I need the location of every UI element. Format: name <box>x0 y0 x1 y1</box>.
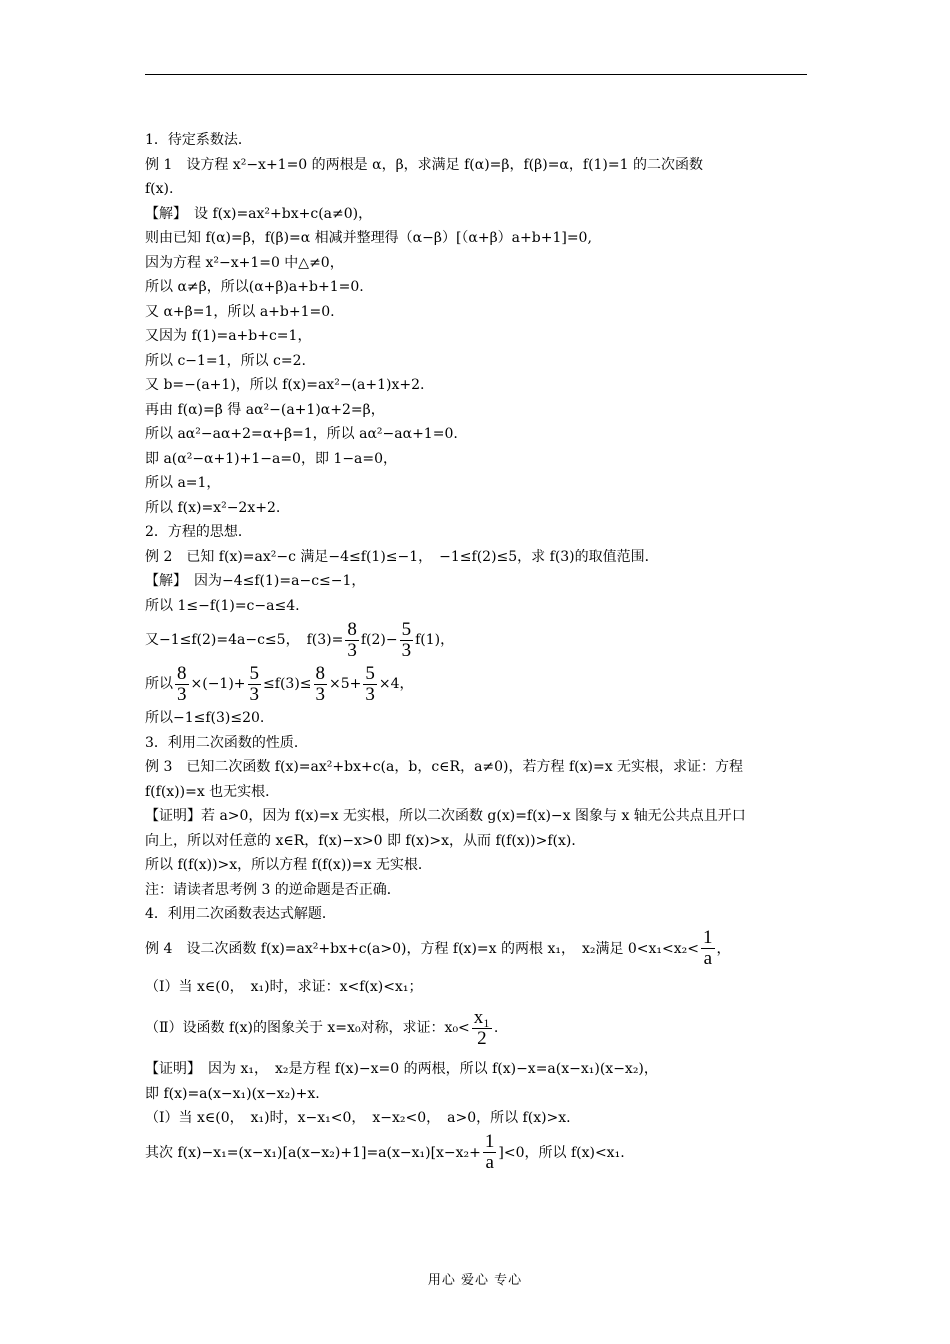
example-4-statement: 例 4 设二次函数 f(x)=ax²+bx+c(a>0)，方程 f(x)=x 的两根 x₁， x₂满足 0<x₁<x₂< $\frac{1}{a}$ ， <box>145 927 731 969</box>
text-line: 所以 c−1=1，所以 c=2. <box>145 352 306 369</box>
example-2-statement: 例 2 已知 f(x)=ax²−c 满足−4≤f(1)≤−1， −1≤f(2)≤5，求 f(3)的取值范围． <box>145 548 659 565</box>
text-line: 所以 f(f(x))>x，所以方程 f(f(x))=x 无实根． <box>145 857 432 873</box>
text-line: 即 a(α²−α+1)+1−a=0，即 1−a=0， <box>145 450 398 467</box>
fraction: $\frac{5}{3}$ <box>249 662 260 705</box>
section-heading-3: 3．利用二次函数的性质． <box>145 734 308 751</box>
example-3-statement-cont: f(f(x))=x 也无实根． <box>145 783 280 800</box>
text-line: 则由已知 f(α)=β，f(β)=α 相减并整理得（α−β）[（α+β）a+b+1]=0, <box>145 230 592 246</box>
document-body <box>145 128 810 1175</box>
fraction: $\frac{1}{a}$ <box>703 927 713 969</box>
example-1-statement: 例 1 设方程 x²−x+1=0 的两根是 α，β，求满足 f(α)=β，f(β)=α，f(1)=1 的二次函数 <box>145 156 703 173</box>
example-1-statement-cont: f(x). <box>145 181 174 197</box>
text-line: 向上，所以对任意的 x∈R，f(x)−x>0 即 f(x)>x，从而 f(f(x))>f(x)． <box>145 832 586 849</box>
text-line: 因为方程 x²−x+1=0 中△≠0， <box>145 254 344 271</box>
fraction: $\frac{8}{3}$ <box>177 662 187 705</box>
section-heading-2: 2．方程的思想． <box>145 524 252 540</box>
text-line: 所以 f(x)=x²−2x+2. <box>145 499 281 516</box>
formula-line-bounds: 所以 $\frac{8}{3}$ ×(−1)+ $\frac{5}{3}$ ≤f(3)≤ $\frac{8}{3}$ ×5+ $\frac{5}{3}$ ×4， <box>145 662 414 705</box>
fraction: $\frac{5}{3}$ <box>401 618 412 661</box>
header-rule <box>145 74 807 75</box>
example-3-statement: 例 3 已知二次函数 f(x)=ax²+bx+c(a，b，c∈R，a≠0)，若方程 f(x)=x 无实根，求证：方程 <box>145 759 744 775</box>
proof-line: 【证明】 因为 x₁， x₂是方程 f(x)−x=0 的两根，所以 f(x)−x=a(x−x₁)(x−x₂)， <box>145 1061 658 1077</box>
part-2-statement: （Ⅱ）设函数 f(x)的图象关于 x=x₀对称，求证：x₀< $\frac{\text{x₁}}{2}$ . <box>145 1006 499 1049</box>
text-line: 即 f(x)=a(x−x₁)(x−x₂)+x. <box>145 1085 320 1102</box>
page-footer: 用心 爱心 专心 <box>427 1273 523 1288</box>
proof-line: 【证明】若 a>0，因为 f(x)=x 无实根，所以二次函数 g(x)=f(x)−x 图象与 x 轴无公共点且开口 <box>145 808 746 824</box>
text-line: 又因为 f(1)=a+b+c=1， <box>145 328 312 344</box>
fraction: $\frac{\text{x₁}}{2}$ <box>473 1006 490 1049</box>
text-line: 再由 f(α)=β 得 aα²−(a+1)α+2=β， <box>145 401 385 418</box>
text-line: 所以 aα²−aα+2=α+β=1，所以 aα²−aα+1=0. <box>145 426 458 442</box>
solution-line: 【解】 设 f(x)=ax²+bx+c(a≠0)， <box>145 205 373 222</box>
formula-line-f3: 又−1≤f(2)=4a−c≤5， f(3)= $\frac{8}{3}$ f(2)− $\frac{5}{3}$ f(1)， <box>145 618 455 661</box>
text-line: （Ⅰ）当 x∈(0， x₁)时，x−x₁<0， x−x₂<0， a>0，所以 f(x)>x. <box>145 1110 571 1126</box>
section-heading-4: 4．利用二次函数表达式解题． <box>145 906 336 922</box>
text-line: 又 b=−(a+1)，所以 f(x)=ax²−(a+1)x+2. <box>145 377 425 393</box>
part-1-statement: （Ⅰ）当 x∈(0， x₁)时，求证：x<f(x)<x₁； <box>145 978 423 995</box>
formula-line-second: 其次 f(x)−x₁=(x−x₁)[a(x−x₂)+1]=a(x−x₁)[x−x₂+ $\frac{1}{a}$ ]<0，所以 f(x)<x₁. <box>145 1131 625 1173</box>
text-line: 所以 1≤−f(1)=c−a≤4. <box>145 597 300 614</box>
text-line: 又 α+β=1，所以 a+b+1=0. <box>145 303 335 320</box>
section-heading-1: 1．待定系数法． <box>145 132 252 148</box>
note-line: 注：请读者思考例 3 的逆命题是否正确． <box>145 881 401 898</box>
solution-line: 【解】 因为−4≤f(1)=a−c≤−1， <box>145 573 366 589</box>
text-line: 所以 a=1， <box>145 475 221 491</box>
fraction: $\frac{5}{3}$ <box>365 662 375 705</box>
text-line: 所以−1≤f(3)≤20. <box>145 710 265 726</box>
text-line: 所以 α≠β，所以(α+β)a+b+1=0. <box>145 279 364 295</box>
fraction: $\frac{8}{3}$ <box>347 618 357 661</box>
fraction: $\frac{8}{3}$ <box>315 662 326 705</box>
fraction: $\frac{1}{a}$ <box>484 1131 495 1173</box>
